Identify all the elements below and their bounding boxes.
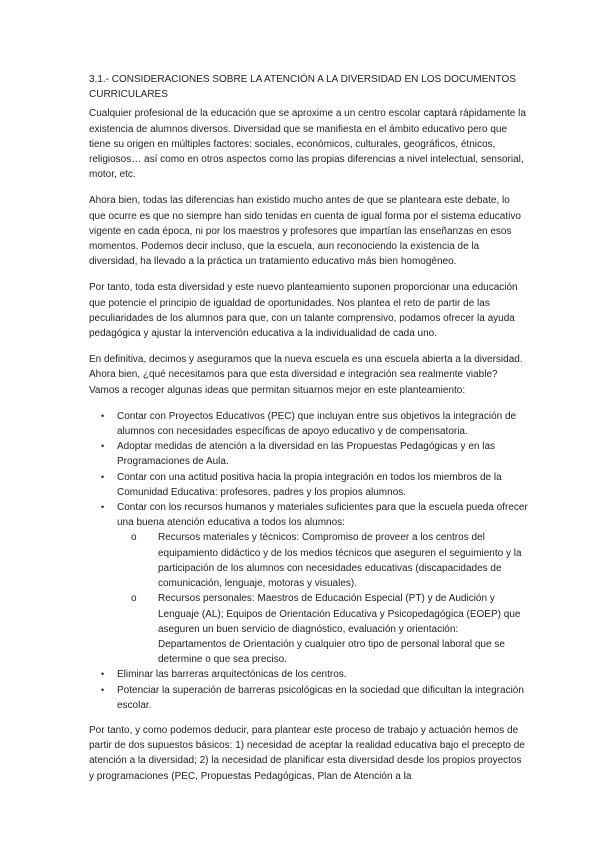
closing-paragraph: Por tanto, y como podemos deducir, para plantear este proceso de trabajo y actuación hemos de partir de dos supuestos básicos: 1) necesidad de aceptar la realidad educativa bajo el precepto de atención a la diversidad; 2) la necesidad de planificar esta diversidad desde los propios proyectos y programaciones (PEC, Propuestas Pedagógicas, Plan de Atención a la xyxy=(89,724,525,782)
paragraph-1: Cualquier profesional de la educación que se aproxime a un centro escolar captará rápidamente la existencia de alumnos diversos. Diversidad que se manifiesta en el ámbito educativo pero que tiene su origen en múltiples factores: sociales, económicos, culturales, geográficos, étnicos, religiosos… así como en otros aspectos como las propias diferencias a nivel intelectual, sensorial, motor, etc. xyxy=(89,108,526,181)
list-item-text: Potenciar la superación de barreras psicológicas en la sociedad que dificultan la integración escolar. xyxy=(117,684,524,711)
list-item xyxy=(89,683,529,713)
bullet-marker: • xyxy=(101,502,105,513)
list-item-text: Contar con Proyectos Educativos (PEC) que incluyan entre sus objetivos la integración de alumnos con necesidades específicas de apoyo educativo y de compensatoria. xyxy=(117,410,517,438)
bullet-marker: • xyxy=(101,669,105,680)
bullet-list xyxy=(89,409,529,713)
list-item-text: Eliminar las barreras arquitectónicas de los centros. xyxy=(117,669,347,681)
paragraph-3: Por tanto, toda esta diversidad y este nuevo planteamiento suponen proporcionar una educación que potencie el principio de igualdad de oportunidades. Nos plantea el reto de partir de las peculiaridades de los alumnos para que, con un talante comprensivo, podamos ofrecer la ayuda pedagógica y ajustar la intervención educativa a la individualidad de cada uno. xyxy=(89,282,518,340)
list-item xyxy=(89,667,529,682)
sub-list-item xyxy=(131,591,529,667)
section-heading: 3.1.- CONSIDERACIONES SOBRE LA ATENCIÓN A LA DIVERSIDAD EN LOS DOCUMENTOS CURRICULARES xyxy=(89,74,516,101)
list-item xyxy=(89,500,529,667)
bullet-marker: • xyxy=(101,471,105,482)
sub-list-item-text: Recursos personales: Maestros de Educación Especial (PT) y de Audición y Lenguaje (AL); Equipos de Orientación Educativa y Psicopedagógica (EOEP) que aseguren un buen servicio de diagnóstico, evaluación y orientación: Departamentos de Orientación y cualquier otro tipo de personal laboral que se determine o que sea preciso. xyxy=(158,593,521,666)
sub-bullet-marker: o xyxy=(131,593,137,605)
list-item-text: Contar con una actitud positiva hacia la propia integración en todos los miembros de la Comunidad Educativa: profesores, padres y los propios alumnos. xyxy=(117,471,502,498)
list-item xyxy=(89,409,529,439)
sub-bullet-marker: o xyxy=(131,532,137,544)
list-item-text: Contar con los recursos humanos y materiales suficientes para que la escuela pueda ofrecer una buena atención educativa a todos los alumnos: xyxy=(117,502,528,529)
sub-list-item xyxy=(131,530,529,591)
bullet-marker: • xyxy=(101,684,105,695)
list-item-text: Adoptar medidas de atención a la diversidad en las Propuestas Pedagógicas y en las Programaciones de Aula. xyxy=(117,441,496,468)
list-item xyxy=(89,470,529,500)
bullet-marker: • xyxy=(101,441,105,452)
paragraph-4: En definitiva, decimos y aseguramos que la nueva escuela es una escuela abierta a la diversidad. Ahora bien, ¿qué necesitamos para que esta diversidad e integración sea realmente viable? Vamos a recoger algunas ideas que permitan situarnos mejor en este planteamiento: xyxy=(89,354,523,396)
sub-list xyxy=(117,530,529,667)
list-item xyxy=(89,439,529,469)
paragraph-2: Ahora bien, todas las diferencias han existido mucho antes de que se planteara este debate, lo que ocurre es que no siempre han sido tenidas en cuenta de igual forma por el sistema educativo vigente en cada época, ni por los maestros y profesores que impartían las enseñanzas en esos momentos. Podemos decir incluso, que la escuela, aun reconociendo la existencia de la diversidad, ha llevado a la práctica un tratamiento educativo más bien homogéneo. xyxy=(89,195,521,268)
sub-list-item-text: Recursos materiales y técnicos: Compromiso de proveer a los centros del equipamiento didáctico y de los medios técnicos que aseguren el seguimiento y la participación de los alumnos con necesidades educativas (discapacidades de comunicación, lenguaje, motoras y visuales). xyxy=(158,532,522,590)
bullet-marker: • xyxy=(101,410,105,421)
